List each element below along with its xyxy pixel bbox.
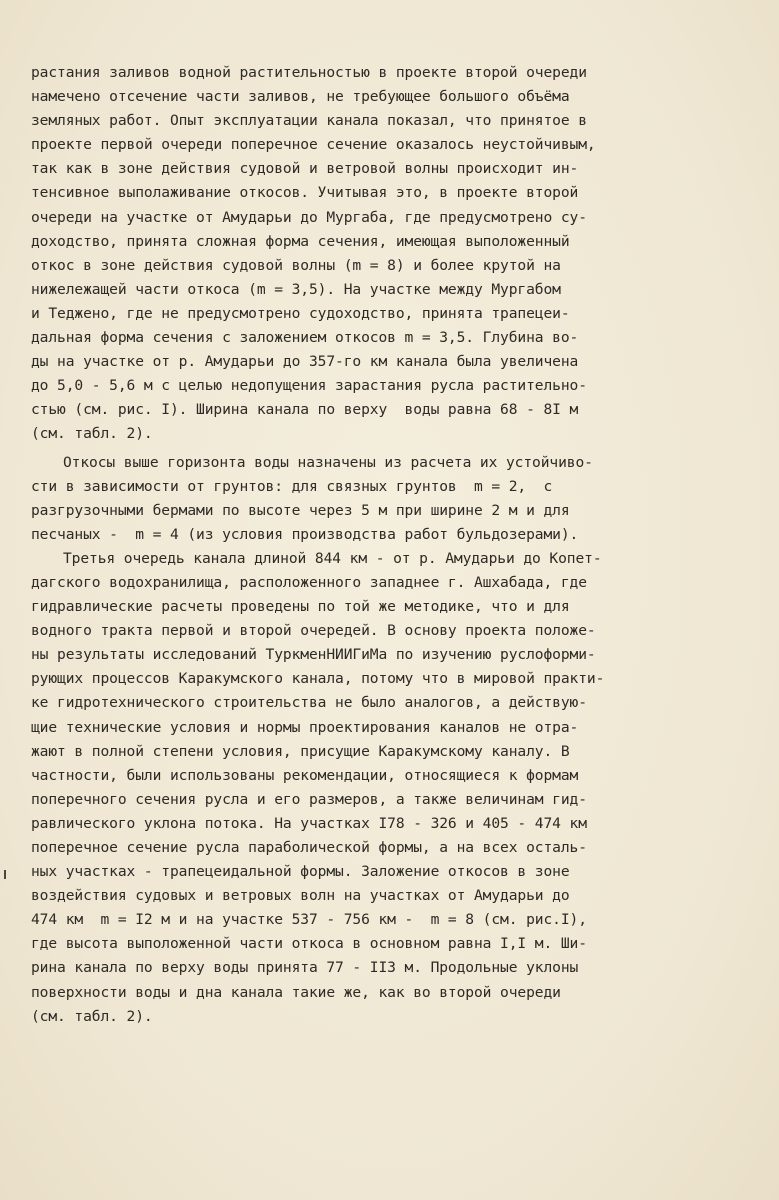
text-line: воздействия судовых и ветровых волн на участках от Амударьи до [31,887,570,905]
text-line: растания заливов водной растительностью в проекте второй очереди [31,64,587,81]
text-line: стью (см. рис. I). Ширина канала по верху воды равна 68 - 8I м [31,401,579,419]
text-line: поверхности воды и дна канала такие же, как во второй очереди [31,983,561,1001]
text-line: рина канала по верху воды принята 77 - II3 м. Продольные уклоны [31,959,579,977]
text-line: ны результаты исследований ТуркменНИИГиМа по изучению руслоформи- [31,646,596,664]
text-line: и Теджено, где не предусмотрено судоходство, принята трапецеи- [31,304,570,322]
paragraph [31,547,731,1029]
text-line: водного тракта первой и второй очередей. В основу проекта положе- [31,622,596,640]
page-text [31,61,731,1029]
text-line: так как в зоне действия судовой и ветровой волны происходит ин- [31,160,579,178]
text-line: гидравлические расчеты проведены по той же методике, что и для [31,598,570,616]
margin-mark [4,870,6,879]
text-line: песчаных - m = 4 (из условия производства работ бульдозерами). [31,525,579,543]
text-line: 474 км m = I2 м и на участке 537 - 756 км - m = 8 (см. рис.I), [31,911,587,929]
text-line: поперечного сечения русла и его размеров, а также величинам гид- [31,790,587,808]
text-line: до 5,0 - 5,6 м с целью недопущения зарастания русла растительно- [31,377,587,395]
text-line: (см. табл. 2). [31,425,153,443]
text-line: проекте первой очереди поперечное сечение оказалось неустойчивым, [31,136,596,154]
text-line: ке гидротехнического строительства не было аналогов, а действую- [31,694,587,712]
text-line: Третья очередь канала длиной 844 км - от р. Амударьи до Копет- [63,549,602,567]
text-line: ных участках - трапецеидальной формы. Заложение откосов в зоне [31,863,570,881]
text-line: намечено отсечение части заливов, не требующее большого объёма [31,88,570,106]
text-line: дальная форма сечения с заложением откосов m = 3,5. Глубина во- [31,329,579,347]
text-line: частности, были использованы рекомендации, относящиеся к формам [31,766,579,784]
text-line: нижележащей части откоса (m = 3,5). На участке между Мургабом [31,280,561,298]
text-line: очереди на участке от Амударьи до Мургаба, где предусмотрено су- [31,208,587,226]
text-line: поперечное сечение русла параболической формы, а на всех осталь- [31,839,587,856]
text-line: дагского водохранилища, расположенного западнее г. Ашхабада, где [31,573,587,591]
text-line: откос в зоне действия судовой волны (m = 8) и более крутой на [31,256,561,274]
paragraph [31,61,731,447]
text-line: жают в полной степени условия, присущие Каракумскому каналу. В [31,742,570,760]
text-line: где высота выположенной части откоса в основном равна I,I м. Ши- [31,935,587,953]
text-line: сти в зависимости от грунтов: для связных грунтов m = 2, с [31,477,553,495]
text-line: ды на участке от р. Амударьи до 357-го км канала была увеличена [31,353,579,371]
text-line: рующих процессов Каракумского канала, потому что в мировой практи- [31,670,605,688]
text-line: (см. табл. 2). [31,1007,153,1025]
text-line: тенсивное выполаживание откосов. Учитывая это, в проекте второй [31,184,579,202]
text-line: щие технические условия и нормы проектирования каналов не отра- [31,718,579,736]
text-line: земляных работ. Опыт эксплуатации канала показал, что принятое в [31,112,587,130]
text-line: доходство, принята сложная форма сечения, имеющая выположенный [31,232,570,250]
text-line: разгрузочными бермами по высоте через 5 м при ширине 2 м и для [31,501,570,519]
text-line: Откосы выше горизонта воды назначены из расчета их устойчиво- [63,453,593,471]
paragraph [31,451,731,547]
text-line: равлического уклона потока. На участках I78 - 326 и 405 - 474 км [31,814,587,832]
